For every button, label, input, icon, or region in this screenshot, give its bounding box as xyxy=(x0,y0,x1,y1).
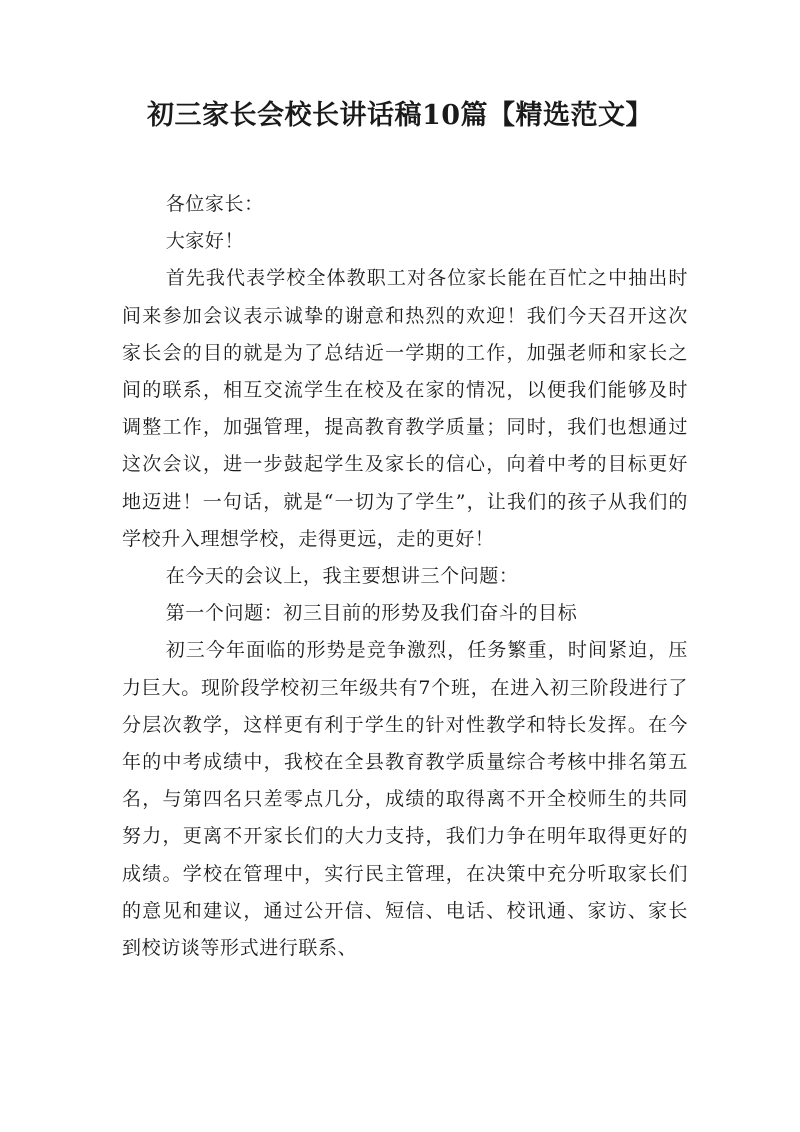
document-body xyxy=(122,186,688,967)
paragraph-agenda: 在今天的会议上，我主要想讲三个问题： xyxy=(165,565,519,588)
paragraph-greeting: 大家好！ xyxy=(165,230,245,253)
document-title: 初三家长会校长讲话稿10篇【精选范文】 xyxy=(146,100,654,131)
paragraph-salutation: 各位家长： xyxy=(165,193,264,215)
paragraph-section-heading: 第一个问题：初三目前的形势及我们奋斗的目标 xyxy=(165,602,578,625)
paragraph-situation: 初三今年面临的形势是竞争激烈，任务繁重，时间紧迫，压力巨大。现阶段学校初三年级共有7个班，在进入初三阶段进行了分层次教学，这样更有利于学生的针对性教学和特长发挥。在今年的中考成绩中，我校在全县教育教学质量综合考核中排名第五名，与第四名只差零点几分，成绩的取得离不开全校师生的共同努力，更离不开家长们的大力支持，我们力争在明年取得更好的成绩。学校在管理中，实行民主管理，在决策中充分听取家长们的意见和建议，通过公开信、短信、电话、校讯通、家访、家长到校访谈等形式进行联系、 xyxy=(122,639,688,960)
paragraph-opening: 首先我代表学校全体教职工对各位家长能在百忙之中抽出时间来参加会议表示诚挚的谢意和热烈的欢迎！我们今天召开这次家长会的目的就是为了总结近一学期的工作，加强老师和家长之间的联系，相互交流学生在校及在家的情况，以便我们能够及时调整工作，加强管理，提高教育教学质量；同时，我们也想通过这次会议，进一步鼓起学生及家长的信心，向着中考的目标更好地迈进！一句话，就是“一切为了学生”，让我们的孩子从我们的学校升入理想学校，走得更远，走的更好！ xyxy=(122,267,688,550)
